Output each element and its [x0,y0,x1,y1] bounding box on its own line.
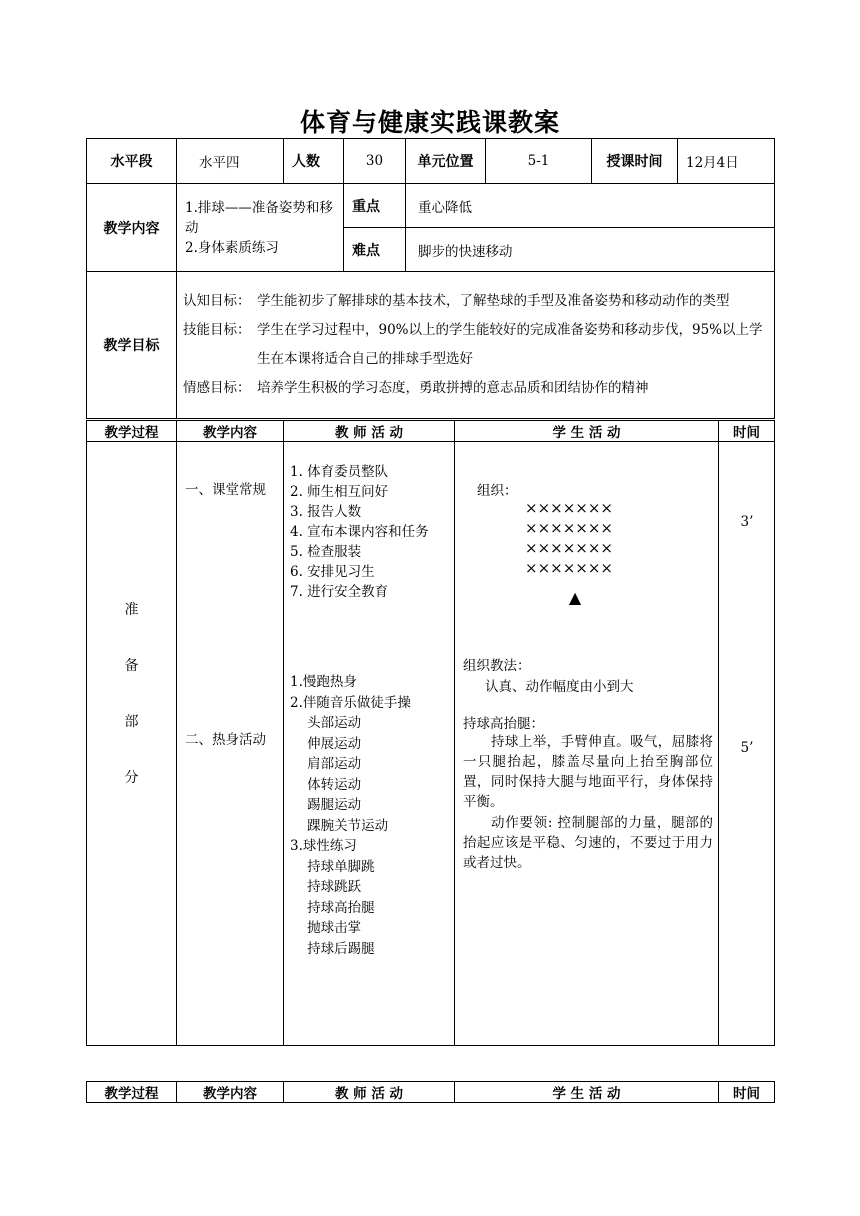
goals-label: 教学目标 [87,272,177,419]
drill-text: 持球上举，手臂伸直。吸气，屈膝将一只腿抬起，膝盖尽量向上抬至胸部位置，同时保持大腿与地面平行，身体保持平衡。 [463,734,713,810]
routine-time: 3’ [740,514,754,530]
lesson-info-table [86,138,775,419]
section-char: 准 [124,601,139,618]
skill-goal-text: 学生在学习过程中，90%以上的学生能较好的完成准备姿势和移动步伐，95%以上学生在本课将适合自己的排球手型选好 [257,322,763,367]
cognitive-goal-label: 认知目标： [183,293,251,309]
emotion-goal-text: 培养学生积极的学习态度，勇敢拼搏的意志品质和团结协作的精神 [257,380,649,396]
level-value: 水平四 [177,139,284,184]
key-point-label: 重点 [344,184,406,228]
teacher-activity-item: 1. 体育委员整队 [290,464,389,480]
cognitive-goal-text: 学生能初步了解排球的基本技术，了解垫球的手型及准备姿势和移动动作的类型 [257,293,730,309]
warmup-time: 5’ [740,740,754,756]
teacher-activity-item: 抛球击掌 [290,920,362,936]
teacher-activity-item: 3. 报告人数 [290,504,362,520]
time-col-header: 时间 [719,421,775,442]
date-label: 授课时间 [592,139,678,184]
content-line-2: 2.身体素质练习 [185,239,279,256]
routine-teacher-list [290,462,429,602]
page-title: 体育与健康实践课教案 [299,108,560,137]
content-label: 教学内容 [87,184,177,272]
drill-key-text: 动作要领: 控制腿部的力量，腿部的抬起应该是平稳、匀速的，不要过于用力或者过快。 [463,815,713,871]
teacher-activity-item: 持球单脚跳 [290,858,375,875]
teacher-activity-item: 持球跳跃 [290,879,362,895]
teacher-activity-item: 2. 师生相互问好 [290,484,389,500]
difficulty-label: 难点 [344,228,406,272]
routine-title: 一、课堂常规 [185,482,266,498]
teacher-activity-item: 1.慢跑热身 [290,674,357,690]
section-char: 分 [124,769,139,786]
formation-diagram [525,498,613,578]
key-point-value: 重心降低 [406,184,775,228]
teacher-activity-item: 持球高抬腿 [290,899,375,916]
prep-time-cell [719,442,775,1046]
process-col-header: 教学过程 [87,421,177,442]
org-label: 组织： [477,483,518,499]
count-value: 30 [344,139,406,184]
content-text [177,184,344,272]
teacher-activity-item: 2.伴随音乐做徒手操 [290,694,411,711]
org-method-text: 认真、动作幅度由小到大 [485,679,634,695]
teacher-activity-item: 6. 安排见习生 [290,564,375,580]
teacher-activity-item: 伸展运动 [290,735,362,752]
teacher-activity-item: 体转运动 [290,776,362,793]
student-col-header: 学 生 活 动 [455,421,719,442]
prep-student-cell [455,442,719,1046]
teacher-activity-item: 持球后踢腿 [290,940,375,957]
teacher-marker: ▲ [568,588,582,607]
teacher-activity-item: 4. 宣布本课内容和任务 [290,524,429,540]
level-label: 水平段 [87,139,177,184]
date-value: 12月4日 [678,139,775,184]
goals-text [177,272,775,419]
section-char: 备 [124,657,139,674]
teacher-col-header: 教 师 活 动 [284,421,455,442]
content-col-header: 教学内容 [177,1082,284,1103]
drill-title: 持球高抬腿： [463,716,544,732]
teacher-activity-item: 7. 进行安全教育 [290,584,389,600]
formation-row: ××××××× [525,559,613,577]
warmup-title: 二、热身活动 [185,732,266,748]
teacher-activity-item: 肩部运动 [290,756,362,772]
teacher-activity-item: 头部运动 [290,715,362,731]
content-line-1: 1.排球——准备姿势和移动 [185,199,333,236]
warmup-teacher-list [290,672,411,959]
section-char: 部 [124,713,139,730]
time-col-header: 时间 [719,1082,775,1103]
teacher-activity-item: 踝腕关节运动 [290,817,389,834]
difficulty-value: 脚步的快速移动 [406,228,775,272]
prep-teacher-cell [284,442,455,1046]
next-process-table [86,1081,775,1103]
teacher-activity-item: 5. 检查服装 [290,544,362,560]
count-label: 人数 [284,139,344,184]
prep-content-cell [177,442,284,1046]
formation-row: ××××××× [525,539,613,557]
prep-section-label [87,442,177,1046]
emotion-goal-label: 情感目标： [183,380,251,396]
formation-row: ××××××× [525,499,613,517]
teacher-activity-item: 3.球性练习 [290,838,357,854]
process-table [86,420,775,1046]
process-col-header: 教学过程 [87,1082,177,1103]
student-col-header: 学 生 活 动 [455,1082,719,1103]
teacher-col-header: 教 师 活 动 [284,1082,455,1103]
org-method-label: 组织教法： [463,658,531,674]
content-col-header: 教学内容 [177,421,284,442]
skill-goal-label: 技能目标： [183,322,251,338]
unit-value: 5-1 [486,139,592,184]
formation-row: ××××××× [525,519,613,537]
unit-label: 单元位置 [406,139,486,184]
teacher-activity-item: 踢腿运动 [290,797,362,813]
